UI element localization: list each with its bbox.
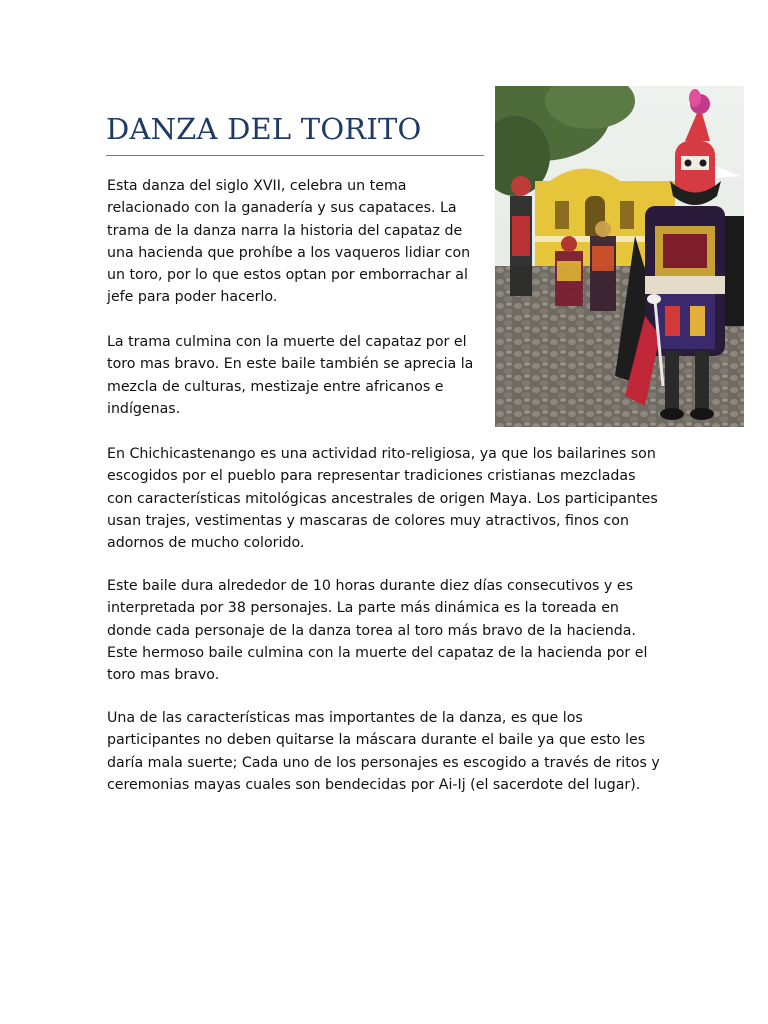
title-underline [106, 155, 484, 156]
paragraph-3 [107, 443, 658, 554]
document-title: DANZA DEL TORITO [106, 112, 422, 146]
paragraph-line: toro mas bravo. [107, 667, 220, 684]
paragraph-line: toro mas bravo. En este baile también se aprecia la [107, 356, 474, 373]
paragraph-line: con características mitológicas ancestrales de origen Maya. Los participantes [107, 490, 658, 507]
paragraph-line: mezcla de culturas, mestizaje entre africanos e [107, 378, 444, 395]
dancers-photo [495, 86, 744, 427]
paragraph-line: Este baile dura alrededor de 10 horas durante diez días consecutivos y es [107, 578, 633, 594]
paragraph-line: ceremonias mayas cuales son bendecidas por Ai-Ij (el sacerdote del lugar). [107, 776, 641, 793]
paragraph-line: usan trajes, vestimentas y mascaras de colores muy atractivos, finos con [107, 512, 629, 529]
paragraph-line: jefe para poder hacerlo. [107, 289, 278, 306]
paragraph-line: interpretada por 38 personajes. La parte más dinámica es la toreada en [107, 600, 619, 617]
paragraph-line: donde cada personaje de la danza torea al toro más bravo de la hacienda. [107, 622, 636, 639]
paragraph-line: un toro, por lo que estos optan por emborrachar al [107, 267, 468, 284]
paragraph-line: En Chichicastenango es una actividad rito-religiosa, ya que los bailarines son [107, 446, 656, 462]
paragraph-line: relacionado con la ganadería y sus capataces. La [107, 200, 457, 217]
paragraph-5 [107, 707, 660, 796]
paragraph-line: Esta danza del siglo XVII, celebra un tema [107, 178, 407, 194]
paragraph-line: Este hermoso baile culmina con la muerte del capataz de la hacienda por el [107, 644, 648, 661]
paragraph-line: La trama culmina con la muerte del capataz por el [107, 334, 467, 350]
paragraph-line: indígenas. [107, 400, 181, 417]
paragraph-line: trama de la danza narra la historia del capataz de [107, 222, 463, 239]
paragraph-line: participantes no deben quitarse la máscara durante el baile ya que esto les [107, 732, 646, 749]
paragraph-line: escogidos por el pueblo para representar tradiciones cristianas mezcladas [107, 468, 636, 485]
paragraph-1 [107, 175, 470, 309]
paragraph-line: Una de las características mas importantes de la danza, es que los [107, 710, 583, 726]
paragraph-line: adornos de mucho colorido. [107, 535, 305, 552]
paragraph-2 [107, 331, 473, 420]
paragraph-line: una hacienda que prohíbe a los vaqueros lidiar con [107, 244, 471, 261]
paragraph-line: daría mala suerte; Cada uno de los personajes es escogido a través de ritos y [107, 754, 660, 771]
paragraph-4 [107, 575, 647, 686]
